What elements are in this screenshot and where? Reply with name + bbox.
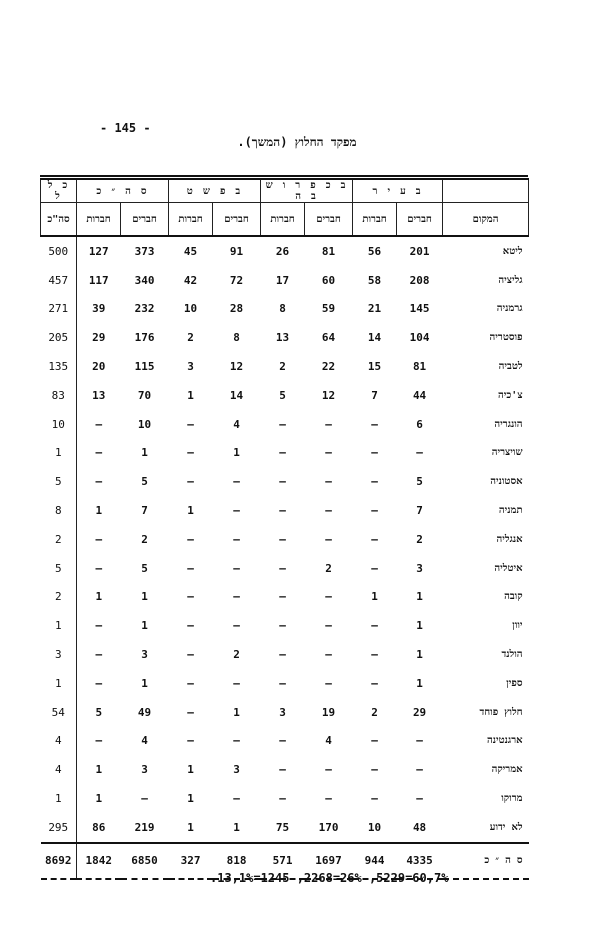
value-cell: 1 — [416, 590, 423, 604]
value-cell: 1 — [233, 446, 240, 460]
value-cell: 5 — [95, 705, 103, 719]
total-cell: 295 — [41, 813, 77, 843]
value-cell: 5 — [279, 388, 286, 402]
value-cell: — — [233, 475, 240, 489]
place-cell: שויצריה — [491, 447, 523, 459]
value-cell: — — [233, 532, 240, 546]
value-cell: 42 — [183, 273, 198, 287]
value-cell: — — [325, 763, 332, 777]
value-cell: 10 — [183, 302, 198, 316]
total-cell: 4 — [41, 755, 77, 784]
table-body — [41, 236, 529, 879]
value-cell: 75 — [275, 820, 290, 834]
value-cell: — — [95, 619, 103, 633]
value-cell: 2 — [325, 561, 332, 575]
place-cell: ספין — [506, 677, 523, 689]
total-cell: 4 — [41, 727, 77, 756]
value-cell: 91 — [229, 244, 244, 258]
value-cell: — — [371, 734, 378, 748]
value-cell: 2 — [371, 705, 378, 719]
total-cell: 5 — [41, 554, 77, 583]
col-header-members-village: חברים — [305, 203, 353, 237]
col-header-female-city: חברות — [353, 203, 397, 237]
value-cell: 4335 — [397, 843, 443, 879]
value-cell: — — [325, 619, 332, 633]
value-cell: — — [325, 417, 332, 431]
place-cell: הולנד — [501, 649, 523, 661]
value-cell: 1 — [187, 763, 194, 777]
value-cell: — — [325, 446, 332, 460]
value-cell: — — [187, 734, 194, 748]
value-cell: 7 — [371, 388, 378, 402]
value-cell: — — [279, 561, 286, 575]
group-header-village: ב כ פ ר ו ש ב ה — [261, 179, 353, 203]
total-cell: 83 — [41, 381, 77, 410]
value-cell: 1 — [95, 792, 103, 806]
value-cell: — — [233, 734, 240, 748]
value-cell: 5 — [141, 561, 148, 575]
value-cell: — — [95, 475, 103, 489]
col-header-female-simple: חברות — [169, 203, 213, 237]
value-cell: 12 — [229, 360, 244, 374]
value-cell: 15 — [367, 360, 382, 374]
value-cell: 49 — [137, 705, 152, 719]
value-cell: 21 — [367, 302, 382, 316]
value-cell: — — [371, 475, 378, 489]
value-cell: 58 — [367, 273, 382, 287]
value-cell: — — [187, 532, 194, 546]
value-cell: 8 — [233, 331, 240, 345]
value-cell: 1842 — [77, 843, 121, 879]
total-cell: 10 — [41, 410, 77, 439]
value-cell: — — [371, 792, 378, 806]
value-cell: — — [325, 532, 332, 546]
value-cell: 1 — [187, 504, 194, 518]
value-cell: 340 — [134, 273, 155, 287]
value-cell: 22 — [321, 360, 336, 374]
total-cell: 500 — [41, 236, 77, 266]
value-cell: — — [95, 417, 103, 431]
value-cell: 13 — [275, 331, 290, 345]
col-header-members-sum: חברים — [121, 203, 169, 237]
total-cell: 1 — [41, 669, 77, 698]
place-cell: תמניה — [498, 505, 523, 517]
value-cell: 3 — [141, 763, 148, 777]
value-cell: — — [371, 648, 378, 662]
value-cell: — — [233, 561, 240, 575]
col-header-place: המקום — [443, 203, 529, 237]
table-row — [41, 698, 529, 727]
value-cell: 29 — [412, 705, 427, 719]
value-cell: — — [371, 417, 378, 431]
value-cell: 64 — [321, 331, 336, 345]
value-cell: — — [233, 619, 240, 633]
value-cell: 2 — [279, 360, 286, 374]
value-cell: 219 — [134, 820, 155, 834]
value-cell: 1 — [416, 676, 423, 690]
value-cell: — — [416, 763, 423, 777]
value-cell: — — [187, 590, 194, 604]
value-cell: — — [187, 619, 194, 633]
col-header-members-simple: חברים — [213, 203, 261, 237]
table-row — [41, 813, 529, 843]
total-cell: 135 — [41, 352, 77, 381]
value-cell: — — [187, 648, 194, 662]
place-cell: יוון — [512, 620, 523, 632]
table-row — [41, 381, 529, 410]
value-cell: — — [279, 619, 286, 633]
place-cell: אמריקה — [491, 764, 523, 776]
value-cell: 1 — [371, 590, 378, 604]
total-cell: 8692 — [41, 843, 77, 879]
value-cell: 1 — [233, 820, 240, 834]
value-cell: 1 — [95, 504, 103, 518]
value-cell: 8 — [279, 302, 286, 316]
value-cell: 28 — [229, 302, 244, 316]
value-cell: 13 — [92, 388, 106, 402]
value-cell: 3 — [187, 360, 194, 374]
value-cell: 48 — [412, 820, 427, 834]
total-cell: 2 — [41, 525, 77, 554]
value-cell: — — [371, 676, 378, 690]
value-cell: — — [95, 446, 103, 460]
value-cell: — — [233, 676, 240, 690]
value-cell: — — [371, 532, 378, 546]
value-cell: — — [95, 561, 103, 575]
value-cell: 3 — [279, 705, 286, 719]
value-cell: — — [279, 475, 286, 489]
value-cell: 327 — [169, 843, 213, 879]
value-cell: — — [187, 676, 194, 690]
value-cell: 1 — [141, 446, 148, 460]
total-cell: 54 — [41, 698, 77, 727]
value-cell: 72 — [229, 273, 244, 287]
place-cell: איטליה — [494, 562, 523, 574]
value-cell: 20 — [92, 360, 106, 374]
value-cell: 10 — [137, 417, 152, 431]
total-cell: 3 — [41, 640, 77, 669]
value-cell: 1 — [95, 763, 103, 777]
value-cell: 2 — [416, 532, 423, 546]
value-cell: 3 — [141, 648, 148, 662]
value-cell: 127 — [88, 244, 109, 258]
value-cell: 1 — [187, 820, 194, 834]
top-rule — [40, 175, 528, 177]
value-cell: 81 — [321, 244, 336, 258]
total-cell: 2 — [41, 583, 77, 612]
value-cell: 5 — [416, 475, 423, 489]
value-cell: 1 — [95, 590, 103, 604]
value-cell: 176 — [134, 331, 155, 345]
value-cell: 45 — [183, 244, 198, 258]
place-cell: ס ה ״ כ — [443, 843, 529, 879]
total-cell: 205 — [41, 323, 77, 352]
table-row — [41, 583, 529, 612]
value-cell: 17 — [275, 273, 290, 287]
value-cell: 26 — [275, 244, 290, 258]
value-cell: 14 — [367, 331, 382, 345]
place-cell: צ'כיה — [498, 389, 523, 401]
place-cell: גרמניה — [496, 303, 523, 315]
col-header-female-village: חברות — [261, 203, 305, 237]
col-header-members-city: חברים — [397, 203, 443, 237]
value-cell: 115 — [134, 360, 155, 374]
value-cell: — — [95, 648, 103, 662]
value-cell: — — [325, 676, 332, 690]
total-cell: 1 — [41, 439, 77, 468]
group-header-total: כ ל ל — [41, 179, 77, 203]
value-cell: — — [416, 792, 423, 806]
value-cell: 1 — [187, 388, 194, 402]
value-cell: 70 — [137, 388, 152, 402]
value-cell: 1 — [233, 705, 240, 719]
value-cell: 81 — [412, 360, 427, 374]
value-cell: 59 — [321, 302, 336, 316]
value-cell: 1 — [416, 648, 423, 662]
table-row — [41, 266, 529, 295]
table-row — [41, 496, 529, 525]
value-cell: — — [279, 532, 286, 546]
value-cell: — — [279, 504, 286, 518]
value-cell: — — [279, 446, 286, 460]
value-cell: 4 — [141, 734, 148, 748]
value-cell: — — [371, 446, 378, 460]
value-cell: — — [187, 446, 194, 460]
value-cell: — — [325, 475, 332, 489]
table-row — [41, 640, 529, 669]
value-cell: — — [141, 792, 148, 806]
value-cell: 60 — [321, 273, 336, 287]
place-cell: הונגריה — [494, 418, 523, 430]
value-cell: 44 — [412, 388, 427, 402]
value-cell: 4 — [233, 417, 240, 431]
value-cell: — — [279, 734, 286, 748]
table-row — [41, 554, 529, 583]
value-cell: — — [325, 590, 332, 604]
value-cell: — — [187, 475, 194, 489]
value-cell: 232 — [134, 302, 155, 316]
value-cell: — — [279, 792, 286, 806]
value-cell: — — [371, 504, 378, 518]
col-header-total: סה"כ — [41, 203, 77, 237]
value-cell: — — [279, 590, 286, 604]
value-cell: 3 — [416, 561, 423, 575]
value-cell: — — [279, 676, 286, 690]
place-cell: פוסטריה — [489, 332, 523, 344]
place-cell: אסטוניה — [490, 476, 523, 488]
table-row — [41, 784, 529, 813]
value-cell: 201 — [409, 244, 430, 258]
value-cell: — — [279, 648, 286, 662]
value-cell: — — [95, 734, 103, 748]
value-cell: 2 — [187, 331, 194, 345]
table-row — [41, 352, 529, 381]
value-cell: — — [233, 590, 240, 604]
value-cell: 571 — [261, 843, 305, 879]
page-number: - 145 - — [100, 121, 151, 135]
place-cell: לא ידוע — [489, 821, 523, 833]
value-cell: — — [233, 792, 240, 806]
sub-header-row — [41, 203, 529, 237]
value-cell: 2 — [141, 532, 148, 546]
table-row — [41, 611, 529, 640]
value-cell: 5 — [141, 475, 148, 489]
place-cell: ארגנטינה — [487, 735, 523, 747]
table-row — [41, 525, 529, 554]
value-cell: 1697 — [305, 843, 353, 879]
value-cell: 6 — [416, 417, 423, 431]
place-cell: אנגליה — [496, 533, 523, 545]
value-cell: 4 — [325, 734, 332, 748]
value-cell: — — [325, 504, 332, 518]
table-row — [41, 323, 529, 352]
value-cell: 56 — [367, 244, 382, 258]
value-cell: — — [279, 417, 286, 431]
value-cell: — — [187, 561, 194, 575]
value-cell: 944 — [353, 843, 397, 879]
table-row — [41, 755, 529, 784]
value-cell: 12 — [321, 388, 336, 402]
group-header-place — [443, 179, 529, 203]
value-cell: — — [371, 619, 378, 633]
value-cell: 2 — [233, 648, 240, 662]
value-cell: 6850 — [121, 843, 169, 879]
value-cell: 86 — [92, 820, 106, 834]
group-header-row — [41, 179, 529, 203]
total-cell: 271 — [41, 295, 77, 324]
table-row — [41, 295, 529, 324]
value-cell: — — [187, 417, 194, 431]
value-cell: — — [416, 734, 423, 748]
place-cell: מרוקו — [501, 793, 523, 805]
value-cell: 14 — [229, 388, 244, 402]
value-cell: 1 — [141, 619, 148, 633]
value-cell: 208 — [409, 273, 430, 287]
page-title: מפקד החלוץ (המשך). — [237, 135, 357, 149]
value-cell: 1 — [187, 792, 194, 806]
value-cell: 818 — [213, 843, 261, 879]
table-row — [41, 439, 529, 468]
census-table — [40, 178, 528, 880]
place-cell: ליטא — [502, 245, 523, 257]
group-header-simple: ב פ ש ט — [169, 179, 261, 203]
place-cell: לטביה — [498, 361, 523, 373]
total-cell: 8 — [41, 496, 77, 525]
place-cell: גליציה — [498, 274, 523, 286]
col-header-female-sum: חברות — [77, 203, 121, 237]
value-cell: — — [187, 705, 194, 719]
value-cell: — — [325, 792, 332, 806]
group-header-city: ב ע י ר — [353, 179, 443, 203]
value-cell: — — [371, 561, 378, 575]
table-row — [41, 727, 529, 756]
value-cell: 19 — [321, 705, 336, 719]
value-cell: — — [233, 504, 240, 518]
value-cell: 29 — [92, 331, 106, 345]
table-row — [41, 669, 529, 698]
place-cell: חלוץ פוחד — [479, 706, 523, 718]
place-cell: קובה — [504, 591, 523, 603]
value-cell: 117 — [88, 273, 109, 287]
value-cell: 104 — [409, 331, 430, 345]
total-cell: 457 — [41, 266, 77, 295]
value-cell: 39 — [92, 302, 106, 316]
value-cell: 10 — [367, 820, 382, 834]
table-row — [41, 236, 529, 266]
value-cell: — — [279, 763, 286, 777]
table-row — [41, 467, 529, 496]
table-row — [41, 410, 529, 439]
group-header-sum: ס ה ״ כ — [77, 179, 169, 203]
value-cell: — — [325, 648, 332, 662]
value-cell: 373 — [134, 244, 155, 258]
total-cell: 1 — [41, 784, 77, 813]
value-cell: — — [416, 446, 423, 460]
total-cell: 1 — [41, 611, 77, 640]
value-cell: — — [95, 532, 103, 546]
value-cell: 170 — [318, 820, 339, 834]
value-cell: 1 — [141, 676, 148, 690]
value-cell: 7 — [416, 504, 423, 518]
value-cell: 1 — [416, 619, 423, 633]
total-cell: 5 — [41, 467, 77, 496]
value-cell: — — [95, 676, 103, 690]
value-cell: 3 — [233, 763, 240, 777]
footnote: .13,1%=1245 ,2268=26% ,5229=60,7% — [210, 871, 449, 885]
value-cell: 1 — [141, 590, 148, 604]
value-cell: 7 — [141, 504, 148, 518]
value-cell: 145 — [409, 302, 430, 316]
value-cell: — — [371, 763, 378, 777]
